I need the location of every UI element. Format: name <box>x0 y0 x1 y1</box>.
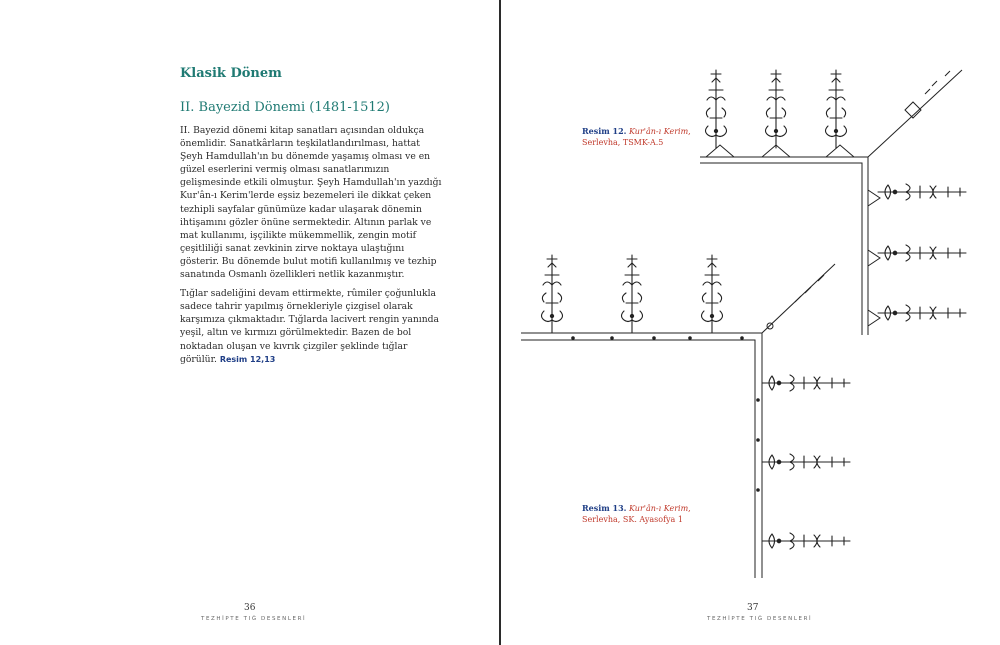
running-title-right: TEZHİPTE TIĞ DESENLERİ <box>707 616 813 622</box>
paragraph-2-text: Tığlar sadeliğini devam ettirmekte, rûmiler çoğunlukla sadece tahrir yapılmış örnekleriyle çizgisel olarak karşımıza çıkmaktadır. Tığlarda lacivert rengin yanında yeşil, altın ve kırmızı görülmektedir. Bazen de bol noktadan oluşan ve kıvrık çizgiler şeklinde tığlar görülür. <box>180 288 439 365</box>
chapter-title: Klasik Dönem <box>180 66 282 81</box>
running-title-left: TEZHİPTE TIĞ DESENLERİ <box>201 616 307 622</box>
page-number-left: 36 <box>244 603 256 613</box>
figure-13-drawing <box>521 264 835 578</box>
page-number-right: 37 <box>747 603 759 613</box>
figure-reference: Resim 12,13 <box>219 354 276 364</box>
caption-13-title: Kur'ân-ı Kerim, <box>629 504 691 513</box>
caption-12-title: Kur'ân-ı Kerim, <box>629 127 691 136</box>
caption-12-source: Serlevha, TSMK-A.5 <box>582 138 664 147</box>
paragraph-1: II. Bayezid dönemi kitap sanatları açısından oldukça önemlidir. Sanatkârların teşkilatlandırılması, hattat Şeyh Hamdullah'ın bu dönemde yaşamış olması ve en güzel eserlerini vermiş olması sanatlarımızın gelişmesinde etkili olmuştur. Şeyh Hamdullah'ın yazdığı Kur'ân-ı Kerim'lerde eşsiz bezemeleri ile dikkat çeken tezhipli sayfalar günümüze kadar ulaşarak dönemin ihtişamını gözler önüne sermektedir. Altının parlak ve mat kullanımı, işçilikte mükemmellik, zengin motif çeşitliliği sanat zevkinin zirve noktaya ulaştığını gösterir. Bu dönemde bulut motifi kullanılmış ve tezhip sanatında Osmanlı özellikleri netlik kazanmıştır. <box>180 125 442 281</box>
caption-13-source: Serlevha, SK. Ayasofya 1 <box>582 515 683 524</box>
section-title: II. Bayezid Dönemi (1481-1512) <box>180 100 390 115</box>
caption-13-label: Resim 13. <box>582 503 627 513</box>
figure-12-drawing <box>700 70 962 335</box>
caption-12-label: Resim 12. <box>582 126 627 136</box>
